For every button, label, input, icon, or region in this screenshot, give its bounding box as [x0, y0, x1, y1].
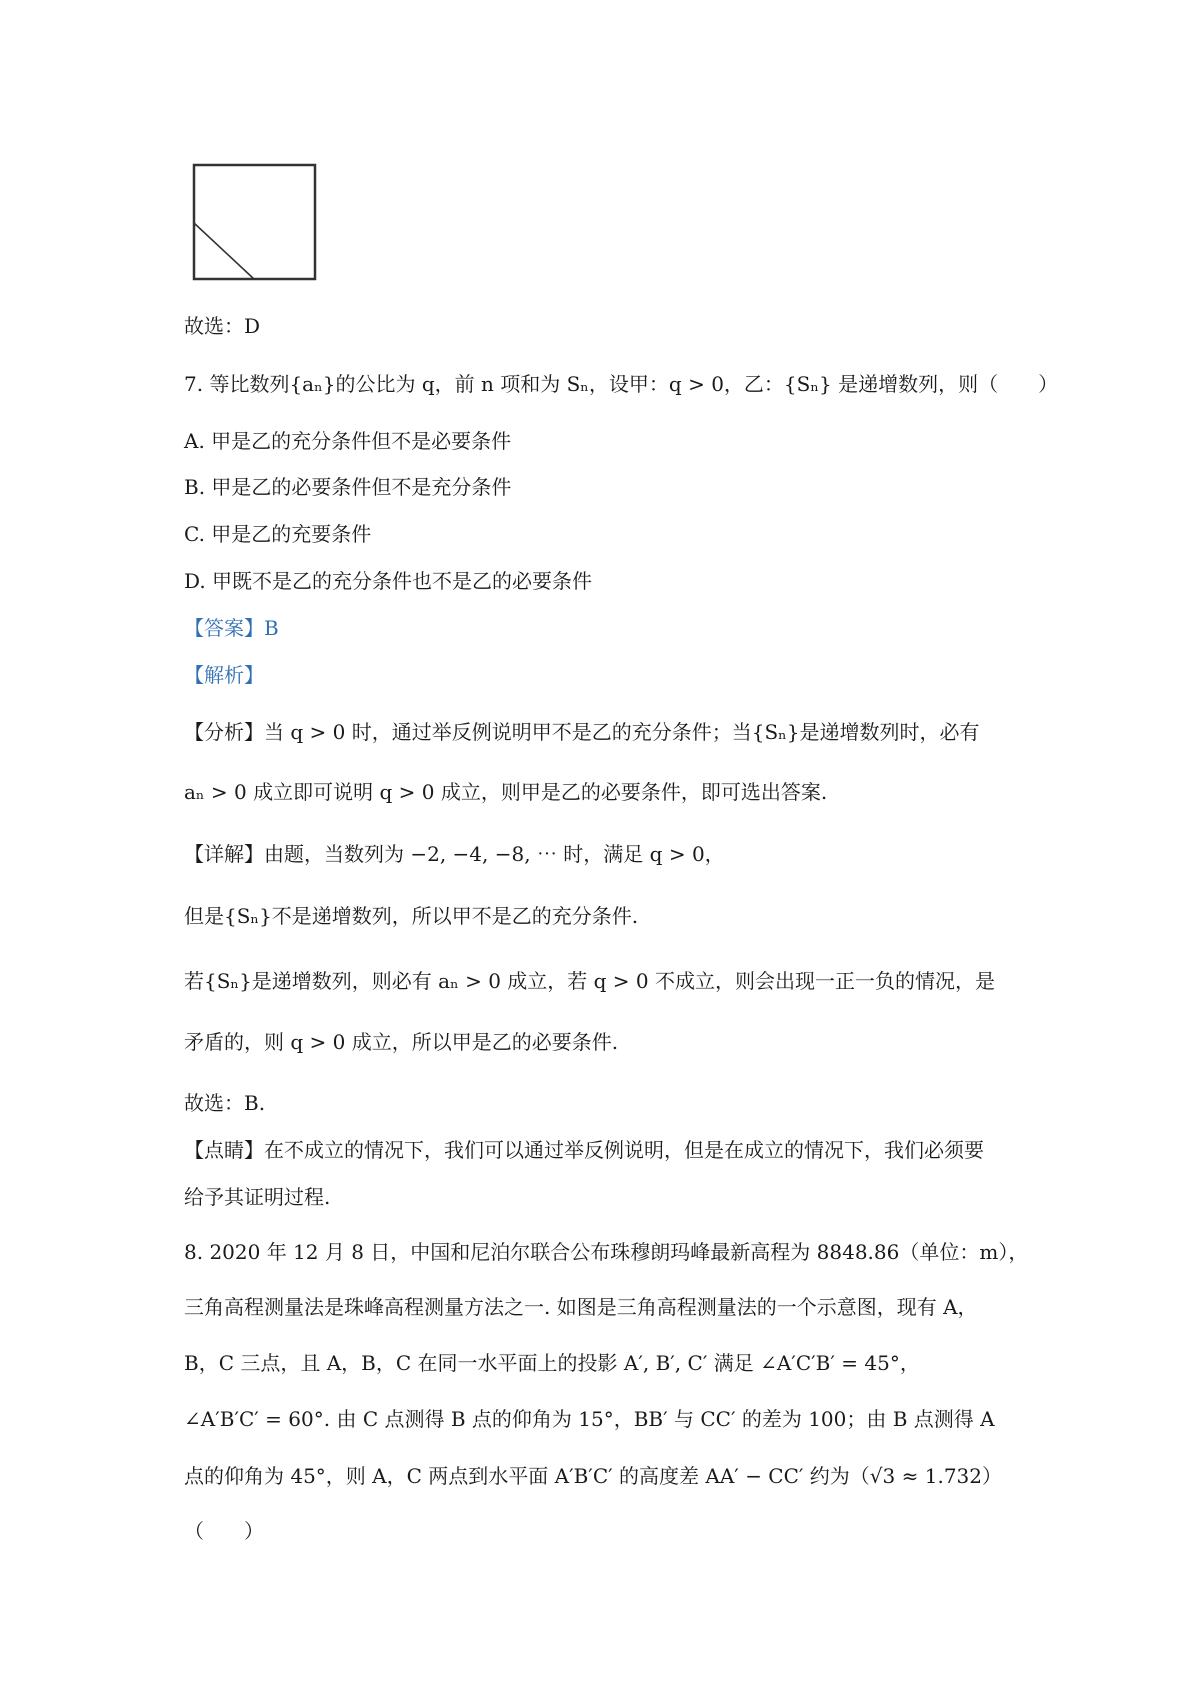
question-8-line-3: B，C 三点，且 A，B，C 在同一水平面上的投影 A′, B′, C′ 满足 ∠A′C′B′ = 45°， [184, 1351, 920, 1375]
detail-line-4: 矛盾的，则 q > 0 成立，所以甲是乙的必要条件. [184, 1030, 619, 1054]
answer-b-line: 故选：B. [184, 1091, 266, 1115]
analysis-label: 【解析】 [184, 663, 264, 687]
answer-label: 【答案】B [184, 616, 279, 640]
option-c: C. 甲是乙的充要条件 [184, 522, 372, 546]
option-d: D. 甲既不是乙的充分条件也不是乙的必要条件 [184, 569, 593, 593]
analysis-line-1: 【分析】当 q > 0 时，通过举反例说明甲不是乙的充分条件；当{Sₙ}是递增数列时，必有 [184, 720, 980, 744]
detail-line-2: 但是{Sₙ}不是递增数列，所以甲不是乙的充分条件. [184, 904, 639, 928]
square-figure [192, 163, 318, 281]
comment-line-1: 【点睛】在不成立的情况下，我们可以通过举反例说明，但是在成立的情况下，我们必须要 [184, 1138, 984, 1162]
question-8-line-5: 点的仰角为 45°，则 A，C 两点到水平面 A′B′C′ 的高度差 AA′ − CC′ 约为（√3 ≈ 1.732） [184, 1464, 1003, 1488]
question-8-choices-blank: （ ） [184, 1519, 264, 1543]
square-with-diagonal-cut-icon [192, 163, 318, 281]
question-8-line-1: 8. 2020 年 12 月 8 日，中国和尼泊尔联合公布珠穆朗玛峰最新高程为 8848.86（单位：m）， [184, 1240, 1029, 1264]
detail-line-3: 若{Sₙ}是递增数列，则必有 aₙ > 0 成立，若 q > 0 不成立，则会出现一正一负的情况，是 [184, 969, 996, 993]
question-8-line-4: ∠A′B′C′ = 60°. 由 C 点测得 B 点的仰角为 15°，BB′ 与 CC′ 的差为 100；由 B 点测得 A [184, 1407, 995, 1431]
question-8-line-2: 三角高程测量法是珠峰高程测量方法之一. 如图是三角高程测量法的一个示意图，现有 A， [184, 1295, 978, 1319]
detail-line-1: 【详解】由题，当数列为 −2, −4, −8, ⋯ 时，满足 q > 0， [184, 842, 725, 866]
question-7-stem: 7. 等比数列{aₙ}的公比为 q，前 n 项和为 Sₙ，设甲：q > 0，乙：{Sₙ} 是递增数列，则（ ） [184, 372, 1059, 396]
option-b: B. 甲是乙的必要条件但不是充分条件 [184, 475, 512, 499]
answer-d-line: 故选：D [184, 314, 261, 338]
analysis-line-2: aₙ > 0 成立即可说明 q > 0 成立，则甲是乙的必要条件，即可选出答案. [184, 780, 828, 804]
option-a: A. 甲是乙的充分条件但不是必要条件 [184, 429, 512, 453]
comment-line-2: 给予其证明过程. [184, 1185, 331, 1209]
